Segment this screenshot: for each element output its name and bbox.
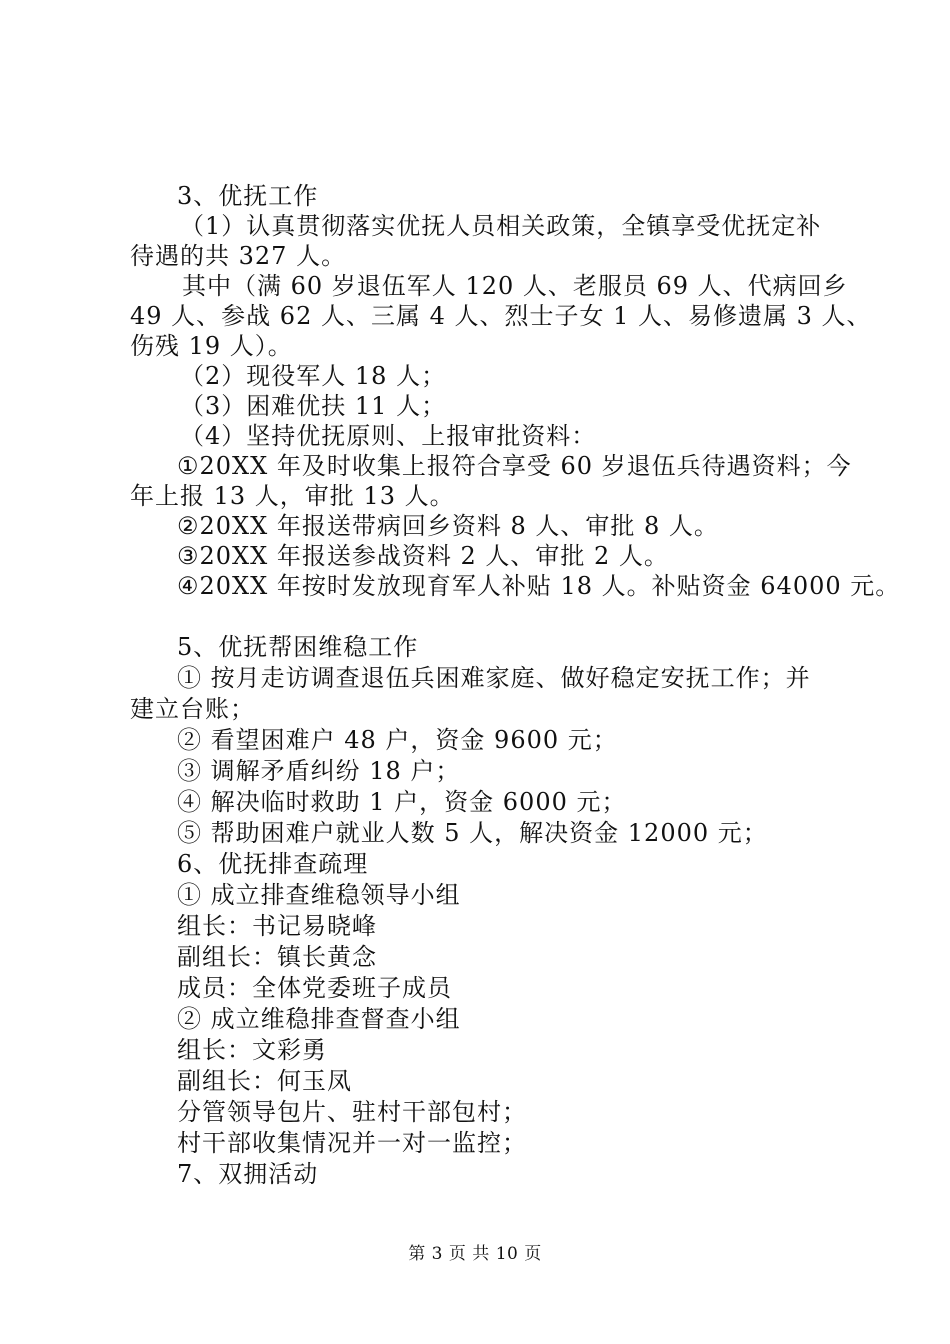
paragraph-line: 建立台账； — [130, 695, 255, 723]
paragraph-line: ③ 调解矛盾纠纷 18 户； — [177, 757, 461, 785]
paragraph-line: 待遇的共 327 人。 — [130, 242, 347, 270]
paragraph-line: ① 按月走访调查退伍兵困难家庭、做好稳定安抚工作；并 — [177, 664, 811, 692]
paragraph-line: ⑤ 帮助困难户就业人数 5 人，解决资金 12000 元； — [177, 819, 768, 847]
paragraph-line: （4）坚持优抚原则、上报审批资料： — [180, 422, 597, 450]
paragraph-line: 其中（满 60 岁退伍军人 120 人、老服员 69 人、代病回乡 — [182, 272, 848, 300]
paragraph-line: 分管领导包片、驻村干部包村； — [177, 1098, 527, 1126]
section-heading-5: 5、优抚帮困维稳工作 — [177, 633, 419, 661]
paragraph-line: 组长：文彩勇 — [177, 1036, 327, 1064]
paragraph-line: （2）现役军人 18 人； — [180, 362, 447, 390]
paragraph-line: 成员：全体党委班子成员 — [177, 974, 452, 1002]
paragraph-line: 49 人、参战 62 人、三属 4 人、烈士子女 1 人、易修遗属 3 人、 — [130, 302, 872, 330]
paragraph-line: 年上报 13 人，审批 13 人。 — [130, 482, 455, 510]
paragraph-line: ②20XX 年报送带病回乡资料 8 人、审批 8 人。 — [177, 512, 719, 540]
paragraph-line: ② 看望困难户 48 户，资金 9600 元； — [177, 726, 618, 754]
paragraph-line: 伤残 19 人）。 — [130, 332, 293, 360]
page-number-footer: 第 3 页 共 10 页 — [408, 1244, 542, 1264]
paragraph-line: ①20XX 年及时收集上报符合享受 60 岁退伍兵待遇资料；今 — [177, 452, 852, 480]
paragraph-line: ③20XX 年报送参战资料 2 人、审批 2 人。 — [177, 542, 669, 570]
paragraph-line: 副组长：镇长黄念 — [177, 943, 377, 971]
paragraph-line: ④ 解决临时救助 1 户，资金 6000 元； — [177, 788, 627, 816]
section-heading-7: 7、双拥活动 — [177, 1160, 319, 1188]
paragraph-line: ④20XX 年按时发放现育军人补贴 18 人。补贴资金 64000 元。 — [177, 572, 901, 600]
paragraph-line: ② 成立维稳排查督查小组 — [177, 1005, 461, 1033]
paragraph-line: （1）认真贯彻落实优抚人员相关政策，全镇享受优抚定补 — [180, 212, 822, 240]
section-heading-6: 6、优抚排查疏理 — [177, 850, 369, 878]
paragraph-line: ① 成立排查维稳领导小组 — [177, 881, 461, 909]
paragraph-line: 副组长：何玉凤 — [177, 1067, 352, 1095]
paragraph-line: 组长：书记易晓峰 — [177, 912, 377, 940]
paragraph-line: （3）困难优扶 11 人； — [180, 392, 447, 420]
paragraph-line: 村干部收集情况并一对一监控； — [177, 1129, 527, 1157]
section-heading-3: 3、优抚工作 — [177, 182, 319, 210]
